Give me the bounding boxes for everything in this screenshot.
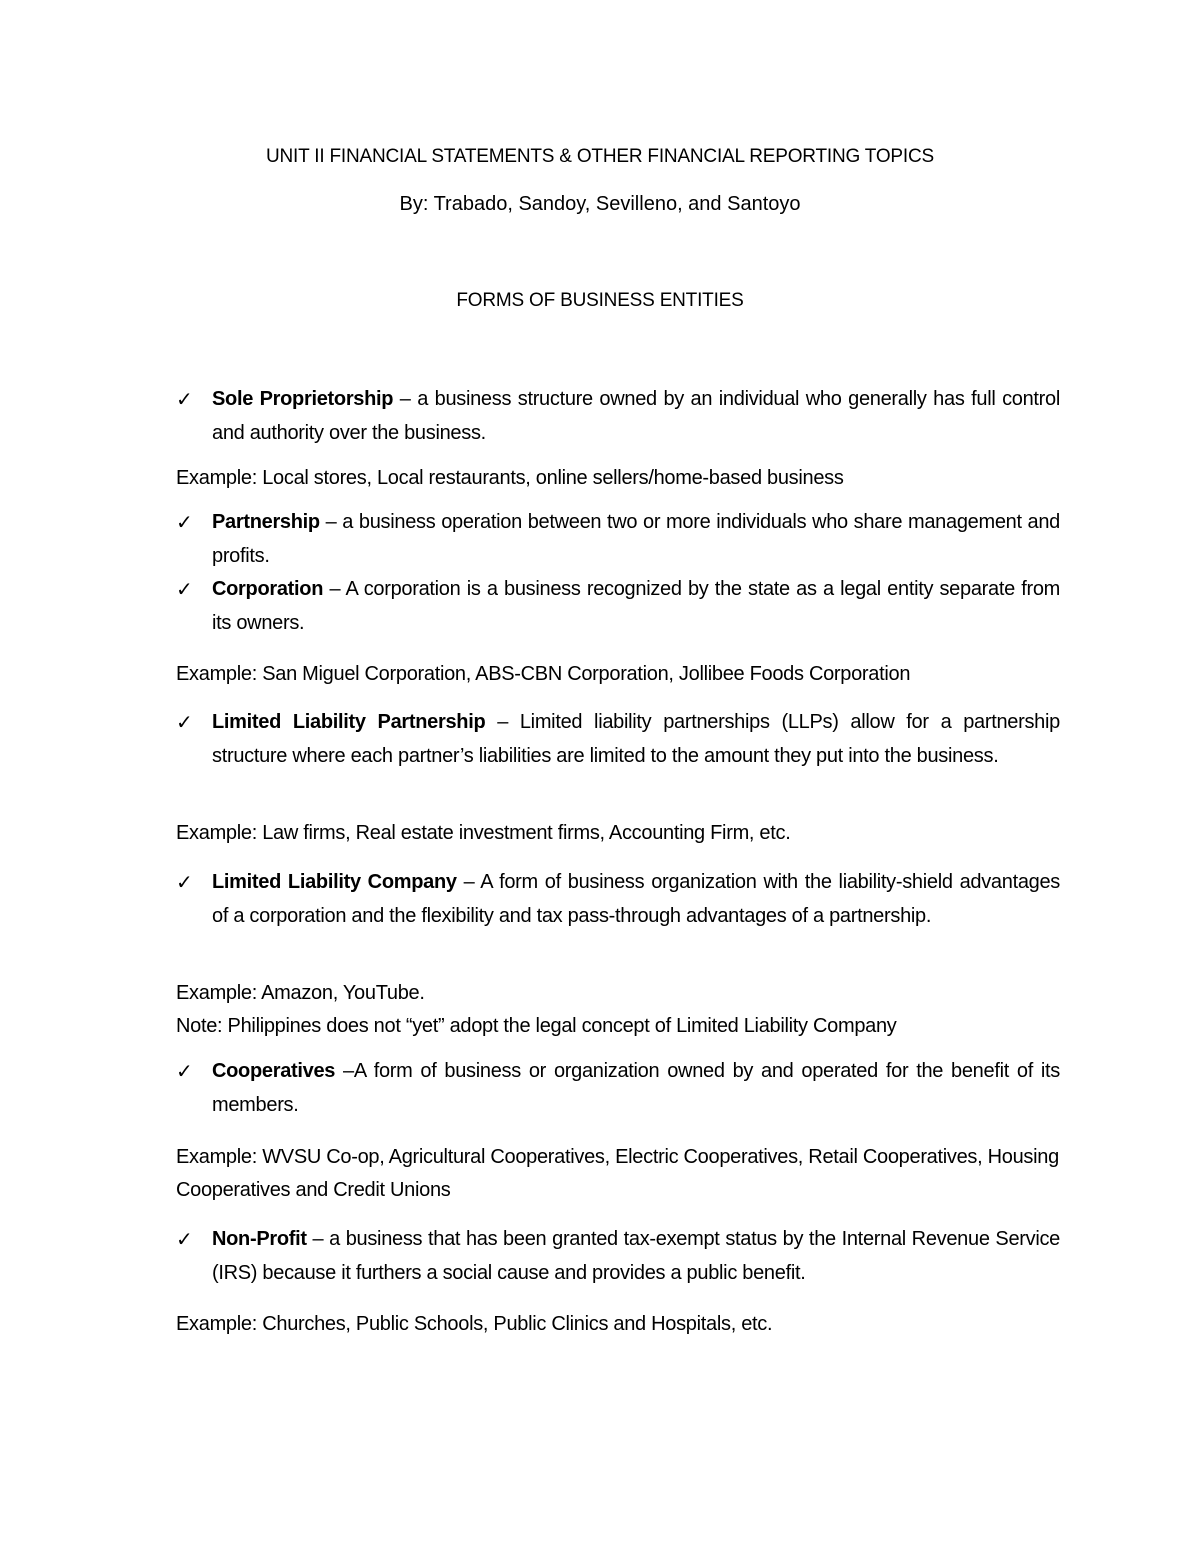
- entity-non-profit: [176, 1222, 1060, 1290]
- entity-partnership: [176, 505, 1060, 573]
- entity-term: Sole Proprietorship: [212, 388, 394, 410]
- entity-term: Limited Liability Company: [212, 871, 457, 893]
- example-sole-proprietorship: Example: Local stores, Local restaurants, online sellers/home-based business: [176, 467, 844, 489]
- checkmark-icon: ✓: [176, 1059, 193, 1083]
- entity-corporation: [176, 572, 1060, 640]
- entity-cooperatives: [176, 1054, 1060, 1122]
- entity-term: Partnership: [212, 511, 320, 533]
- entity-definition: – a business that has been granted tax-exempt status by the Internal Revenue Service (IRS) because it furthers a social cause and provides a public benefit.: [212, 1228, 1060, 1284]
- entity-term: Limited Liability Partnership: [212, 711, 486, 733]
- entity-definition: – Limited liability partnerships (LLPs) allow for a partnership structure where each partner’s liabilities are limited to the amount they put into the business.: [212, 711, 1060, 767]
- checkmark-icon: ✓: [176, 577, 193, 601]
- example-corporation: Example: San Miguel Corporation, ABS-CBN Corporation, Jollibee Foods Corporation: [176, 663, 911, 685]
- checkmark-icon: ✓: [176, 387, 193, 411]
- entity-limited-liability-partnership: [176, 705, 1060, 773]
- entity-definition: – a business operation between two or more individuals who share management and profits.: [212, 511, 1060, 567]
- example-non-profit: Example: Churches, Public Schools, Public Clinics and Hospitals, etc.: [176, 1313, 773, 1335]
- example-llp: Example: Law firms, Real estate investment firms, Accounting Firm, etc.: [176, 822, 791, 844]
- checkmark-icon: ✓: [176, 710, 193, 734]
- entity-definition: – A form of business organization with the liability-shield advantages of a corporation and the flexibility and tax pass-through advantages of a partnership.: [212, 871, 1061, 927]
- entity-term: Corporation: [212, 578, 324, 600]
- entity-definition: – A corporation is a business recognized by the state as a legal entity separate from its owners.: [212, 578, 1060, 634]
- section-title: FORMS OF BUSINESS ENTITIES: [456, 290, 744, 311]
- note-llc: Note: Philippines does not “yet” adopt the legal concept of Limited Liability Company: [176, 1015, 897, 1037]
- entity-term: Non-Profit: [212, 1228, 307, 1250]
- entity-limited-liability-company: [176, 865, 1060, 933]
- authors-byline: By: Trabado, Sandoy, Sevilleno, and Santoyo: [399, 193, 801, 215]
- checkmark-icon: ✓: [176, 870, 193, 894]
- entity-term: Cooperatives: [212, 1060, 336, 1082]
- example-cooperatives: Example: WVSU Co-op, Agricultural Cooperatives, Electric Cooperatives, Retail Cooperatives, Housing Cooperatives and Credit Unions: [176, 1146, 1059, 1201]
- entity-definition: – a business structure owned by an individual who generally has full control and authority over the business.: [212, 388, 1060, 444]
- entity-definition: –A form of business or organization owned by and operated for the benefit of its members.: [212, 1060, 1060, 1116]
- example-llc: Example: Amazon, YouTube.: [176, 982, 425, 1004]
- checkmark-icon: ✓: [176, 510, 193, 534]
- checkmark-icon: ✓: [176, 1227, 193, 1251]
- document-title: UNIT II FINANCIAL STATEMENTS & OTHER FINANCIAL REPORTING TOPICS: [266, 146, 934, 167]
- entity-sole-proprietorship: [176, 382, 1060, 450]
